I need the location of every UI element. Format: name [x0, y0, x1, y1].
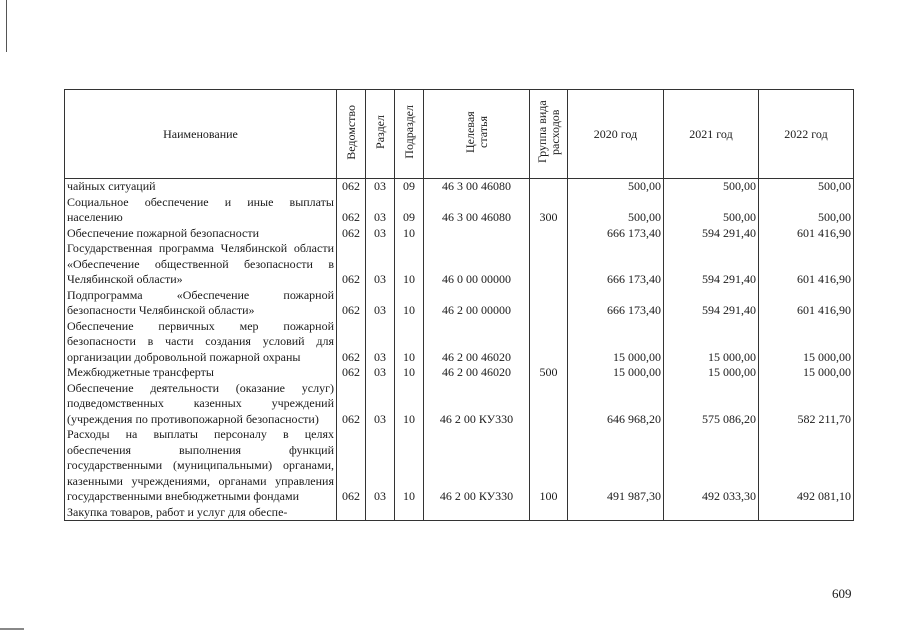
cell-section: 03 [366, 427, 395, 505]
cell-department: 062 [337, 319, 366, 366]
cell-2021: 594 291,40 [664, 241, 759, 288]
table-row [65, 505, 854, 521]
cell-2021: 15 000,00 [664, 319, 759, 366]
cell-department: 062 [337, 427, 366, 505]
header-target-item-label: Целевая статья [462, 111, 490, 153]
cell-2022: 500,00 [759, 179, 854, 195]
cell-2022: 500,00 [759, 195, 854, 226]
table-row [65, 319, 854, 366]
cell-department: 062 [337, 226, 366, 242]
cell-subsection: 10 [395, 226, 424, 242]
cell-target-item: 46 0 00 00000 [424, 241, 530, 288]
cell-name: Обеспечение деятельности (оказание услуг) подведомственных казенных учреждений (учреждения по противопожарной безопасности) [65, 381, 337, 428]
cell-section: 03 [366, 381, 395, 428]
header-2022: 2022 год [759, 90, 854, 179]
cell-department [337, 505, 366, 521]
cell-2021: 500,00 [664, 195, 759, 226]
cell-2020: 15 000,00 [568, 365, 664, 381]
cell-2020: 666 173,40 [568, 241, 664, 288]
cell-2021: 15 000,00 [664, 365, 759, 381]
table-row [65, 195, 854, 226]
cell-target-item: 46 2 00 46020 [424, 365, 530, 381]
cell-department: 062 [337, 365, 366, 381]
cell-section: 03 [366, 241, 395, 288]
table-row [65, 226, 854, 242]
cell-2020: 646 968,20 [568, 381, 664, 428]
cell-2021: 575 086,20 [664, 381, 759, 428]
cell-subsection: 10 [395, 427, 424, 505]
cell-name: Социальное обеспечение и иные выплаты населению [65, 195, 337, 226]
cell-subsection: 10 [395, 319, 424, 366]
cell-2022: 492 081,10 [759, 427, 854, 505]
cell-subsection: 10 [395, 381, 424, 428]
cell-department: 062 [337, 195, 366, 226]
cell-subsection: 10 [395, 365, 424, 381]
scan-edge-line [0, 0, 7, 52]
cell-name: Закупка товаров, работ и услуг для обеспе- [65, 505, 337, 521]
cell-2021 [664, 505, 759, 521]
cell-expense-group [530, 319, 568, 366]
cell-2020: 15 000,00 [568, 319, 664, 366]
cell-2020: 666 173,40 [568, 288, 664, 319]
header-section-label: Раздел [372, 115, 387, 149]
scan-corner-mark [0, 628, 24, 630]
header-name: Наименование [65, 90, 337, 179]
cell-expense-group [530, 226, 568, 242]
budget-table [64, 89, 854, 521]
cell-name: Межбюджетные трансферты [65, 365, 337, 381]
table-header [65, 90, 854, 179]
cell-2020: 666 173,40 [568, 226, 664, 242]
cell-2020: 500,00 [568, 179, 664, 195]
cell-target-item: 46 2 00 КУ330 [424, 381, 530, 428]
cell-section: 03 [366, 288, 395, 319]
cell-subsection: 10 [395, 241, 424, 288]
header-subsection [395, 90, 424, 179]
cell-2020: 500,00 [568, 195, 664, 226]
cell-2021: 594 291,40 [664, 288, 759, 319]
cell-2022: 601 416,90 [759, 288, 854, 319]
header-2021: 2021 год [664, 90, 759, 179]
cell-expense-group: 300 [530, 195, 568, 226]
cell-section: 03 [366, 365, 395, 381]
page-number: 609 [832, 586, 852, 601]
cell-2022: 601 416,90 [759, 226, 854, 242]
cell-section: 03 [366, 179, 395, 195]
cell-target-item: 46 3 00 46080 [424, 195, 530, 226]
header-department [337, 90, 366, 179]
header-department-label: Ведомство [343, 104, 358, 160]
cell-section: 03 [366, 319, 395, 366]
cell-target-item: 46 2 00 КУ330 [424, 427, 530, 505]
cell-target-item: 46 3 00 46080 [424, 179, 530, 195]
cell-department: 062 [337, 241, 366, 288]
cell-expense-group: 500 [530, 365, 568, 381]
cell-2021: 492 033,30 [664, 427, 759, 505]
table-row [65, 427, 854, 505]
header-target-item [424, 90, 530, 179]
cell-2021: 500,00 [664, 179, 759, 195]
table-row [65, 365, 854, 381]
table-row [65, 381, 854, 428]
table-row [65, 241, 854, 288]
table-row [65, 288, 854, 319]
cell-subsection: 09 [395, 179, 424, 195]
header-2020: 2020 год [568, 90, 664, 179]
cell-subsection: 09 [395, 195, 424, 226]
cell-2022 [759, 505, 854, 521]
table-row [65, 179, 854, 195]
cell-2020 [568, 505, 664, 521]
cell-2021: 594 291,40 [664, 226, 759, 242]
cell-name: Государственная программа Челябинской области «Обеспечение общественной безопасности в Челябинской области» [65, 241, 337, 288]
cell-department: 062 [337, 179, 366, 195]
cell-section: 03 [366, 195, 395, 226]
cell-department: 062 [337, 381, 366, 428]
cell-expense-group: 100 [530, 427, 568, 505]
cell-subsection: 10 [395, 288, 424, 319]
cell-name: Обеспечение пожарной безопасности [65, 226, 337, 242]
cell-expense-group [530, 288, 568, 319]
cell-subsection [395, 505, 424, 521]
cell-target-item: 46 2 00 00000 [424, 288, 530, 319]
cell-expense-group [530, 241, 568, 288]
cell-2022: 15 000,00 [759, 319, 854, 366]
cell-expense-group [530, 505, 568, 521]
cell-2020: 491 987,30 [568, 427, 664, 505]
cell-name: чайных ситуаций [65, 179, 337, 195]
header-expense-group-label: Группа вида расходов [534, 100, 562, 164]
header-section [366, 90, 395, 179]
cell-2022: 15 000,00 [759, 365, 854, 381]
cell-expense-group [530, 381, 568, 428]
cell-section: 03 [366, 226, 395, 242]
header-expense-group [530, 90, 568, 179]
header-subsection-label: Подраздел [401, 105, 416, 159]
cell-2022: 601 416,90 [759, 241, 854, 288]
cell-target-item [424, 505, 530, 521]
cell-target-item: 46 2 00 46020 [424, 319, 530, 366]
cell-expense-group [530, 179, 568, 195]
table-body [65, 179, 854, 521]
cell-2022: 582 211,70 [759, 381, 854, 428]
cell-name: Расходы на выплаты персоналу в целях обеспечения выполнения функций государственными (муниципальными) органами, казенными учреждениями, органами управления государственными внебюджетными фондами [65, 427, 337, 505]
cell-target-item [424, 226, 530, 242]
cell-name: Обеспечение первичных мер пожарной безопасности в части создания условий для организации добровольной пожарной охраны [65, 319, 337, 366]
cell-name: Подпрограмма «Обеспечение пожарной безопасности Челябинской области» [65, 288, 337, 319]
cell-department: 062 [337, 288, 366, 319]
cell-section [366, 505, 395, 521]
